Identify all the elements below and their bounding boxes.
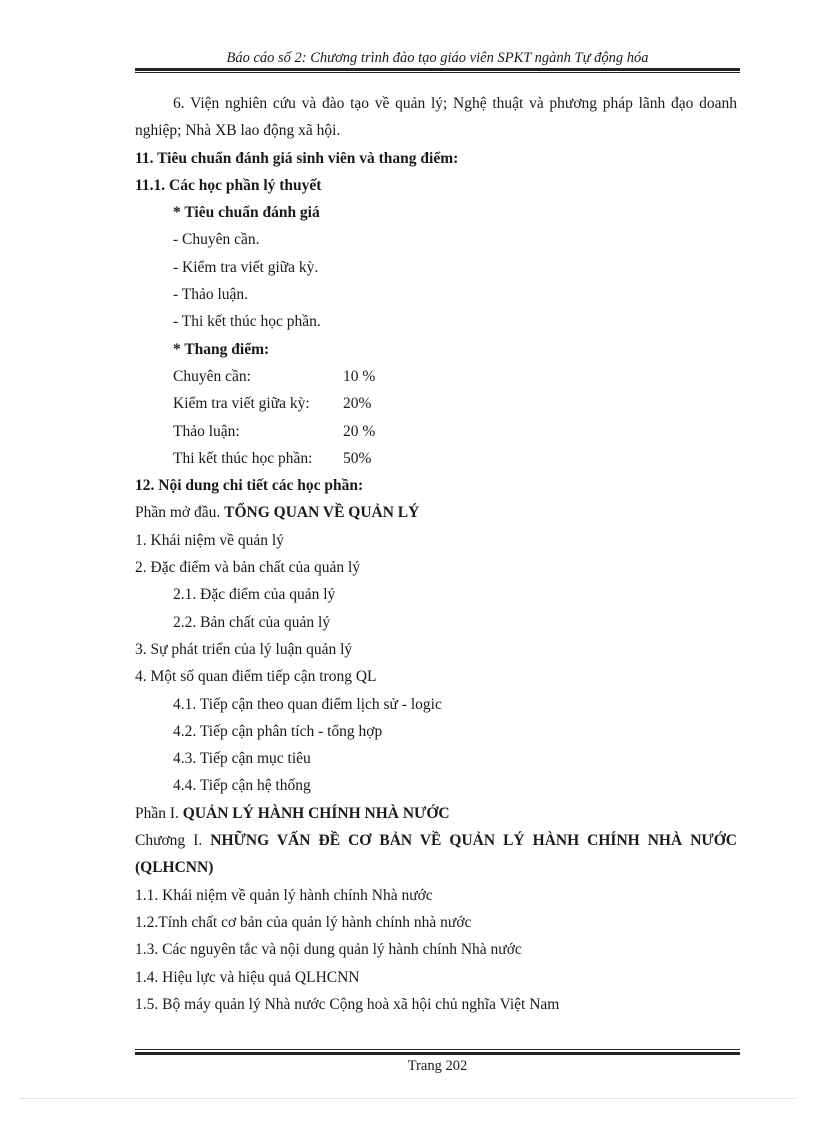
scale-value: 20% <box>343 395 372 413</box>
outline-subitem: 2.1. Đặc điểm của quản lý <box>173 586 336 604</box>
chapter-1-prefix: Chương I. <box>135 832 211 850</box>
outline-item: 3. Sự phát triển của lý luận quản lý <box>135 640 353 658</box>
part-1-title: QUẢN LÝ HÀNH CHÍNH NHÀ NƯỚC <box>182 804 450 822</box>
running-header: Báo cáo số 2: Chương trình đào tạo giáo viên SPKT ngành Tự động hóa <box>226 50 649 66</box>
footer-rule-thin <box>135 1049 740 1050</box>
chapter-1-title: NHỮNG VẤN ĐỀ CƠ BẢN VỀ QUẢN LÝ HÀNH CHÍNH NHÀ NƯỚC (QLHCNN) <box>135 832 737 877</box>
criteria-item: - Thảo luận. <box>173 286 249 304</box>
scale-value: 50% <box>343 449 372 467</box>
scale-label: Thảo luận: <box>173 422 240 440</box>
scale-value: 20 % <box>343 422 376 440</box>
page-number: Trang 202 <box>407 1058 468 1074</box>
header-rule-thick <box>135 68 740 71</box>
outline-item: 1.1. Khái niệm về quản lý hành chính Nhà nước <box>135 886 433 904</box>
outline-item: 1.4. Hiệu lực và hiệu quả QLHCNN <box>135 968 360 986</box>
outline-subitem: 4.3. Tiếp cận mục tiêu <box>173 750 311 768</box>
outline-subitem: 4.2. Tiếp cận phân tích - tổng hợp <box>173 722 383 740</box>
criteria-heading: * Tiêu chuẩn đánh giá <box>173 204 320 222</box>
page-edge-divider <box>20 1098 796 1099</box>
scale-value: 10 % <box>343 367 376 385</box>
outline-item: 1.2.Tính chất cơ bản của quản lý hành chính nhà nước <box>135 913 472 931</box>
outline-subitem: 2.2. Bản chất của quản lý <box>173 613 331 631</box>
outline-subitem: 4.1. Tiếp cận theo quan điểm lịch sử - logic <box>173 695 442 713</box>
chapter-1-heading <box>135 827 737 882</box>
outline-subitem: 4.4. Tiếp cận hệ thống <box>173 777 311 795</box>
part-1-heading <box>135 800 737 827</box>
section-11-heading: 11. Tiêu chuẩn đánh giá sinh viên và thang điểm: <box>135 149 459 167</box>
scale-row <box>135 418 737 445</box>
intro-part-title: TỔNG QUAN VỀ QUẢN LÝ <box>224 504 420 522</box>
part-1-prefix: Phần I. <box>135 804 183 822</box>
scale-label: Kiểm tra viết giữa kỳ: <box>173 395 310 413</box>
scale-label: Chuyên cần: <box>173 367 251 385</box>
reference-item: 6. Viện nghiên cứu và đào tạo về quản lý; Nghệ thuật và phương pháp lãnh đạo doanh nghiệp; Nhà XB lao động xã hội. <box>135 95 737 140</box>
outline-item: 4. Một số quan điểm tiếp cận trong QL <box>135 668 377 686</box>
intro-part-heading <box>135 499 737 526</box>
criteria-item: - Chuyên cần. <box>173 231 260 249</box>
scale-row <box>135 390 737 417</box>
criteria-item: - Thi kết thúc học phần. <box>173 313 321 331</box>
outline-item: 1. Khái niệm về quản lý <box>135 531 284 549</box>
scale-row <box>135 363 737 390</box>
header-rule-thin <box>135 72 740 73</box>
scale-row <box>135 445 737 472</box>
outline-item: 1.5. Bộ máy quản lý Nhà nước Cộng hoà xã hội chủ nghĩa Việt Nam <box>135 995 560 1013</box>
scale-heading: * Thang điểm: <box>173 340 270 358</box>
section-11-1-heading: 11.1. Các học phần lý thuyết <box>135 176 322 194</box>
scale-label: Thi kết thúc học phần: <box>173 449 313 467</box>
document-body <box>135 90 737 1018</box>
outline-item: 1.3. Các nguyên tắc và nội dung quản lý hành chính Nhà nước <box>135 941 522 959</box>
section-12-heading: 12. Nội dung chi tiết các học phần: <box>135 477 364 495</box>
footer-rule-thick <box>135 1052 740 1055</box>
intro-part-prefix: Phần mở đầu. <box>135 504 225 522</box>
criteria-item: - Kiểm tra viết giữa kỳ. <box>173 258 319 276</box>
outline-item: 2. Đặc điểm và bản chất của quản lý <box>135 559 361 577</box>
